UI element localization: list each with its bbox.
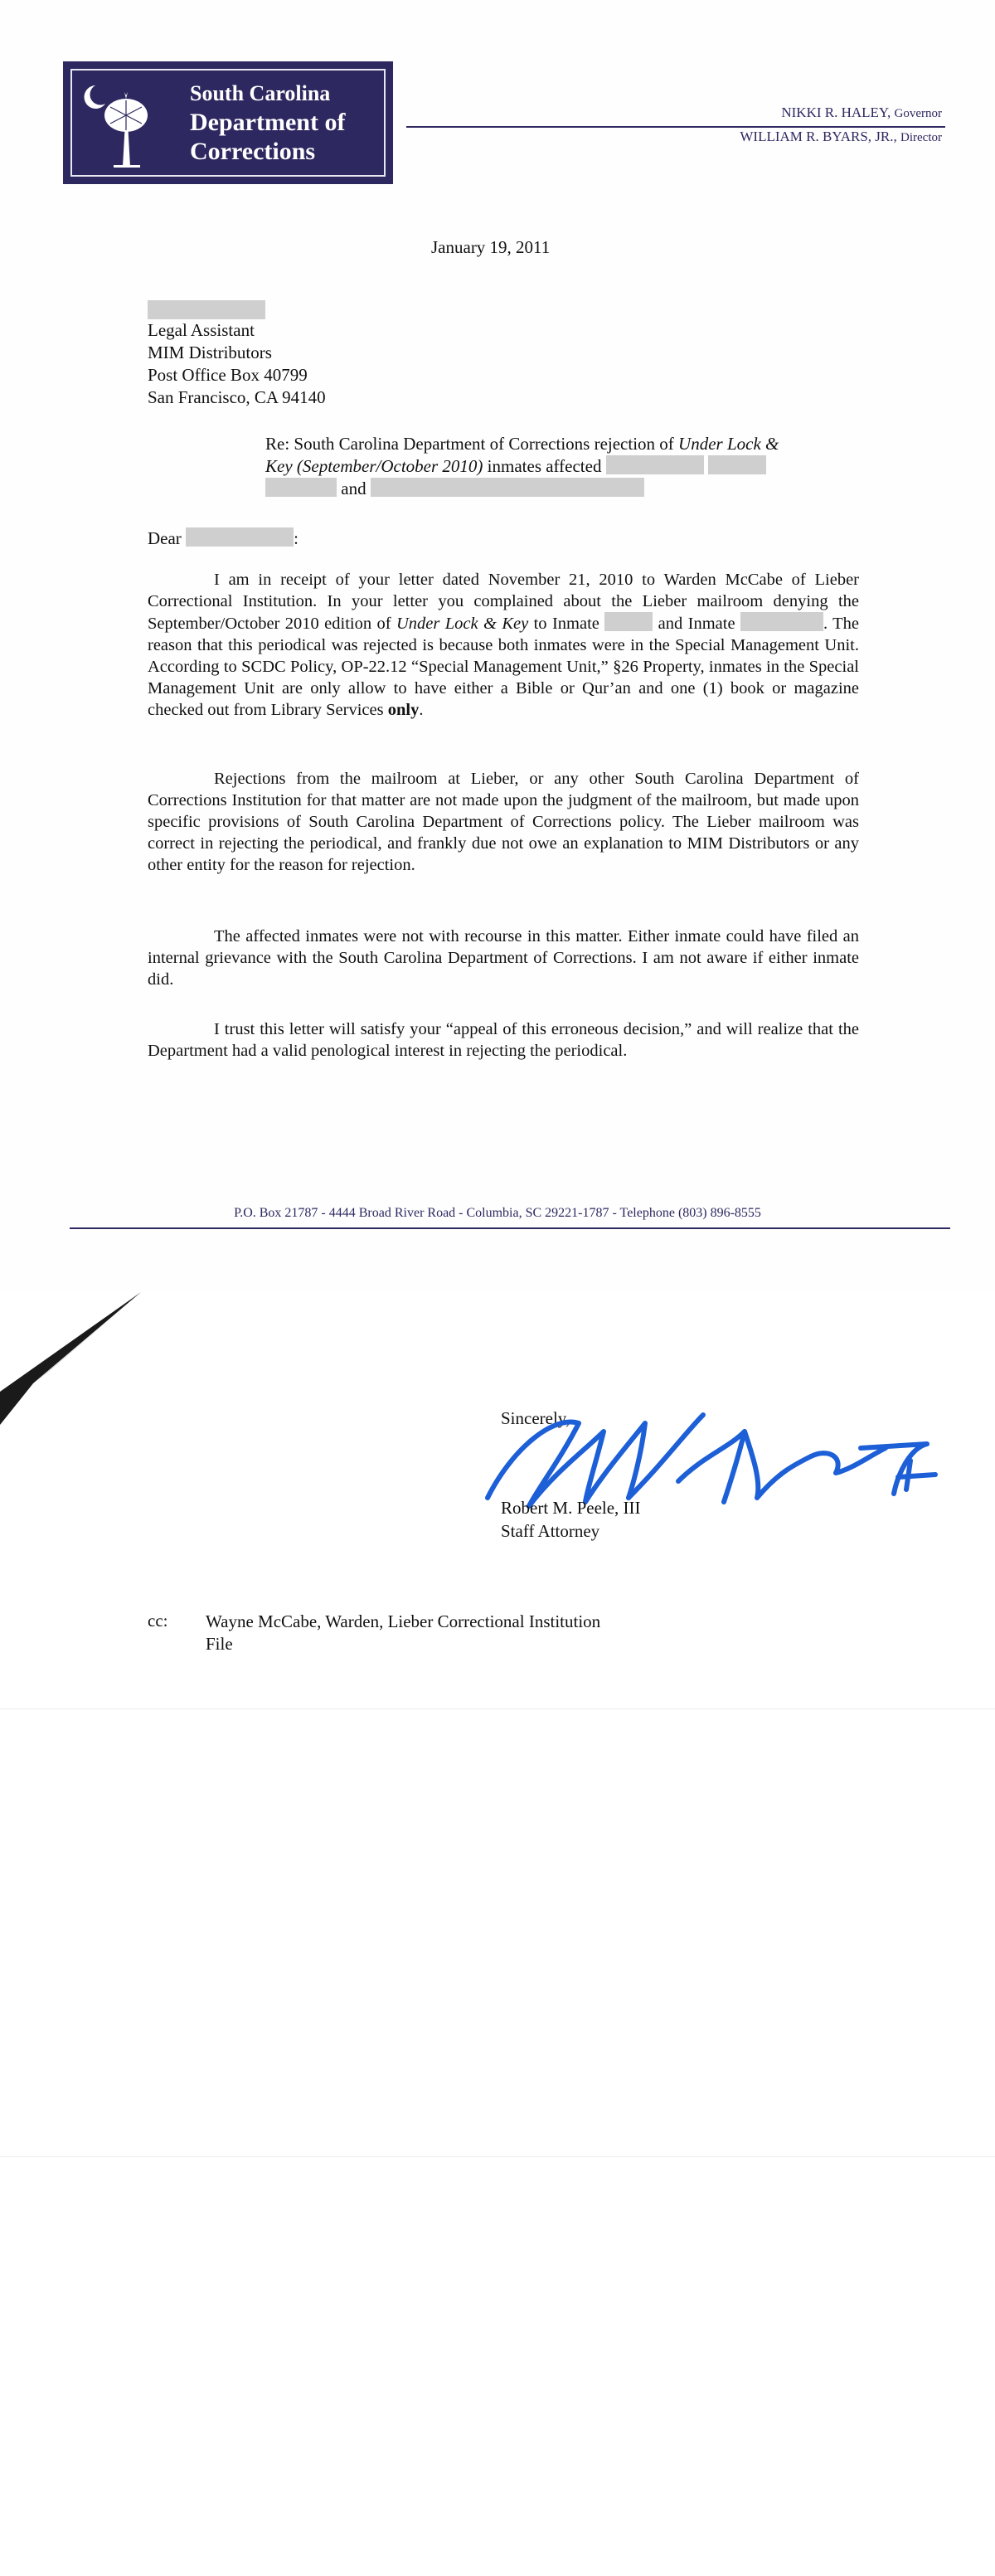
director-name: WILLIAM R. BYARS, JR., [740,129,897,144]
salutation-dear: Dear [148,528,182,548]
subject-line-3 [265,478,862,500]
palmetto-moon-icon [77,74,160,172]
subject-line-1 [265,433,862,455]
letter-date: January 19, 2011 [431,237,551,257]
agency-name [190,79,381,166]
body-paragraph-2: Rejections from the mailroom at Lieber, or any other South Carolina Department of Corrections Institution for that matter are not made upon the judgment of the mailroom, but made upon specific provisions of South Carolina Department of Corrections policy. The Lieber mailroom was correct in rejecting the periodical, and frankly due not owe an explanation to MIM Distributors or any other entity for the reason for rejection. [148,770,859,874]
governor-name: NIKKI R. HALEY, [781,104,891,120]
p1-bold: only [387,701,420,719]
redaction-box [148,300,265,319]
salutation [148,527,298,549]
redaction-box [740,612,823,631]
p1-text-1: I am in receipt of your letter dated November 21, 2010 to Warden McCabe of Lieber Correctional Institution. In your letter you complained about the Lieber mailroom denying the September/October 2010 edition of [148,571,859,633]
p1-title: Under Lock & Key [396,615,529,633]
closing: Sincerely, [501,1408,570,1428]
recipient-company: MIM Distributors [148,343,272,362]
signer-block [501,1496,641,1543]
page-curl-shadow [0,1292,149,1425]
recipient-po-box: Post Office Box 40799 [148,365,308,385]
recipient-title: Legal Assistant [148,320,255,340]
subject-title-part1: Under Lock & [678,434,779,454]
agency-name-line1: South Carolina [190,81,331,105]
subject-title-part2: Key (September/October 2010) [265,456,483,476]
recipient-city: San Francisco, CA 94140 [148,387,326,407]
subject-and: and [341,479,366,498]
official-director [740,125,942,149]
signer-name: Robert M. Peele, III [501,1498,641,1518]
paper-crease [0,1708,995,1709]
agency-logo [63,61,393,184]
redaction-box [604,612,653,631]
director-role: Director [900,131,942,144]
p1-text-4: . The reason that this periodical was rejected is because both inmates were in the Special Management Unit. According to SCDC Policy, OP-22.12 “Special Management Unit,” §26 Property, inmates in the Special Management Unit are only allow to have either a Bible or Qur’an and one (1) book or magazine checked out from Library Services [148,615,859,719]
redaction-box [265,478,337,497]
cc-label: cc: [148,1611,168,1631]
p1-text-3: and Inmate [653,615,740,633]
redaction-box [371,478,644,497]
agency-name-line3: Corrections [190,138,316,165]
subject-line-2 [265,455,862,478]
p1-text-2: to Inmate [528,615,605,633]
body-paragraph-4: I trust this letter will satisfy your “appeal of this erroneous decision,” and will realize that the Department had a valid penological interest in rejecting the periodical. [148,1020,859,1060]
p1-text-5: . [419,701,424,719]
recipient-title-line [148,300,326,342]
body-paragraph-3: The affected inmates were not with recourse in this matter. Either inmate could have filed an internal grievance with the South Carolina Department of Corrections. I am not aware if either inmate did. [148,927,859,989]
redaction-box [606,455,704,474]
footer-address: P.O. Box 21787 - 4444 Broad River Road - Columbia, SC 29221-1787 - Telephone (803) 896-8555 [234,1206,761,1220]
signer-title: Staff Attorney [501,1521,600,1541]
redaction-box [708,455,766,474]
subject-prefix: Re: South Carolina Department of Corrections rejection of [265,434,679,454]
officials-block [740,101,942,149]
governor-role: Governor [894,107,942,120]
header-rule [406,126,945,128]
body-paragraph-1 [148,569,859,721]
recipient-address [148,300,326,409]
cc-list [206,1611,600,1655]
subject-suffix: inmates affected [483,456,602,476]
cc-item: File [206,1634,233,1654]
footer-rule [70,1227,950,1229]
redaction-box [186,527,294,547]
subject-line [265,433,862,500]
salutation-colon: : [294,528,298,548]
paper-crease [0,2156,995,2157]
cc-item: Wayne McCabe, Warden, Lieber Correctional Institution [206,1611,601,1631]
official-governor [740,101,942,125]
agency-name-line2: Department of [190,109,346,136]
